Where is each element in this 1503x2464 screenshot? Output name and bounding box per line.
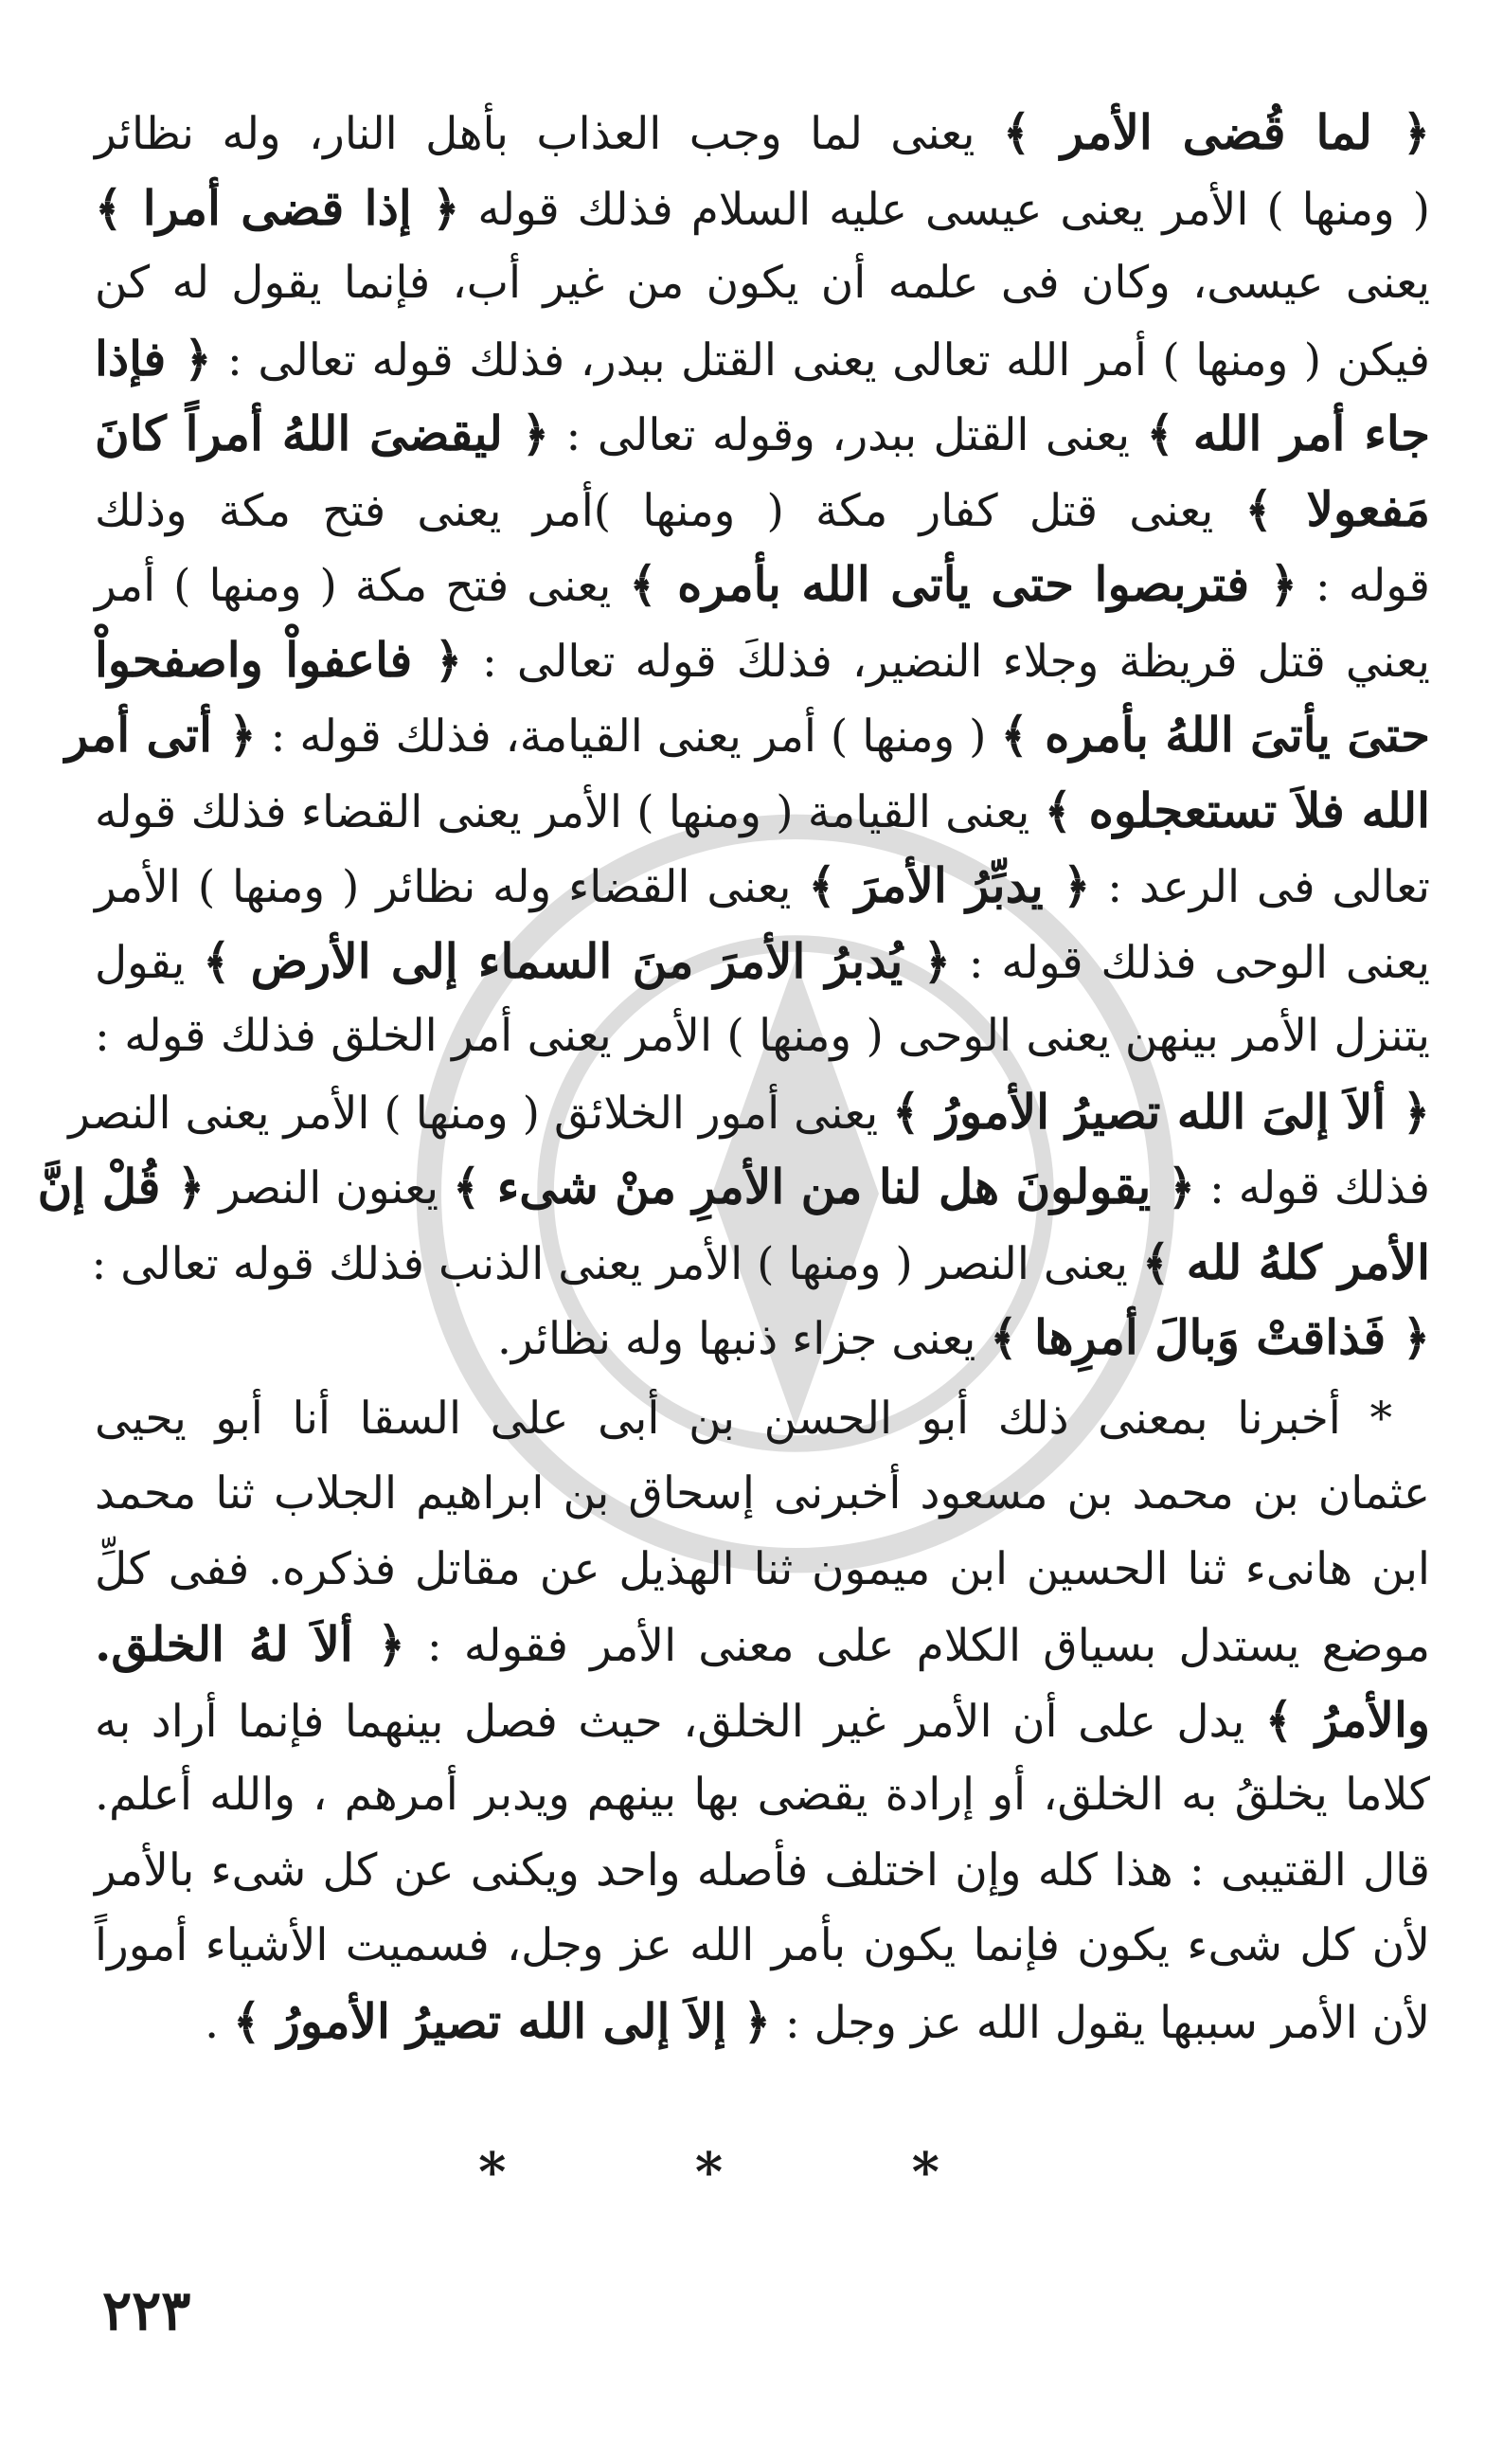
text-segment: يعنى أمور الخلائق ( ومنها ) الأمر يعنى النصر — [68, 1087, 893, 1140]
text-line — [95, 472, 1430, 548]
text-line — [95, 1833, 1430, 1909]
text-line — [95, 998, 1430, 1074]
text-line — [95, 1607, 1430, 1682]
text-segment: يعنى جزاء ذنبها وله نظائر. — [496, 1313, 991, 1365]
text-segment: يعنى قتل كفار مكة ( ومنها )أمر يعنى فتح مكة وذلك — [95, 484, 1245, 537]
quran-verse: ﴿ قُلْ إنَّ — [37, 1159, 206, 1214]
text-segment: يعنى القيامة ( ومنها ) الأمر يعنى القضاء فذلك قوله — [95, 785, 1045, 838]
text-segment: قال القتيبى : هذا كله وإن اختلف فأصله واحد ويكنى عن كل شىء بالأمر — [95, 1844, 1430, 1897]
text-line — [95, 1757, 1430, 1833]
text-line — [95, 1984, 1430, 2059]
text-segment: ( ومنها ) أمر يعنى القيامة، فذلك قوله : — [256, 710, 1001, 763]
text-segment: * أخبرنا بمعنى ذلك أبو الحسن بن أبى على السقا أنا أبو يحيى — [95, 1392, 1392, 1445]
quran-verse: الأمر كلهُ لله ﴾ — [1141, 1233, 1430, 1290]
text-line — [95, 547, 1430, 622]
text-segment: قوله : — [1297, 560, 1431, 612]
section-separator: * * * — [478, 2141, 1025, 2203]
quran-verse: جاء أمر الله ﴾ — [1146, 405, 1430, 461]
text-segment: يعنون النصر — [205, 1162, 453, 1214]
text-segment: موضع يستدل بسياق الكلام على معنى الأمر فقوله : — [404, 1620, 1431, 1672]
text-segment: يعنى الوحى فذلك قوله : — [950, 936, 1430, 989]
text-line — [95, 924, 1430, 999]
text-segment: لأن الأمر سببها يقول الله عز وجل : — [770, 1996, 1430, 2049]
text-segment: يدل على أن الأمر غير الخلق، حيث فصل بينهما فإنما أراد به — [95, 1695, 1265, 1748]
quran-verse: ﴿ إلاَ إلى الله تصيرُ الأمورُ ﴾ — [233, 1992, 771, 2049]
text-line — [91, 1225, 1430, 1301]
quran-verse: ﴿ يُدبرُ الأمرَ منَ السماء إلى الأرض ﴾ — [203, 932, 951, 989]
text-line — [95, 245, 1430, 321]
text-segment: يعنى لما وجب العذاب بأهل النار، وله نظائر — [95, 108, 1003, 160]
text-segment: يعني قتل قريظة وجلاء النضير، فذلكَ قوله تعالى : — [462, 635, 1430, 688]
text-line — [95, 396, 1430, 472]
quran-verse: ﴿ ألاَ لهُ الخلق. — [95, 1616, 405, 1672]
quran-verse: ﴿ يدبِّرُ الأمرَ ﴾ — [808, 857, 1091, 913]
text-segment: لأن كل شىء يكون فإنما يكون بأمر الله عز وجل، فسميت الأشياء أموراً — [95, 1919, 1430, 1971]
page-number: ٢٢٣ — [102, 2278, 191, 2343]
text-segment: تعالى فى الرعد : — [1090, 861, 1430, 913]
quran-verse: ﴿ إذا قضى أمرا ﴾ — [95, 179, 460, 236]
quran-verse: ﴿ فإذا — [95, 330, 212, 387]
text-segment: يعنى القضاء وله نظائر ( ومنها ) الأمر — [95, 861, 809, 913]
text-segment: يعنى القتل ببدر، وقوله تعالى : — [549, 409, 1147, 461]
text-segment: يعنى النصر ( ومنها ) الأمر يعنى الذنب فذلك قوله تعالى : — [91, 1237, 1142, 1290]
text-segment: يتنزل الأمر بينهن يعنى الوحى ( ومنها ) الأمر يعنى أمر الخلق فذلك قوله : — [95, 1010, 1430, 1062]
text-line — [95, 1532, 1430, 1608]
text-segment: يعنى عيسى، وكان فى علمه أن يكون من غير أب، فإنما يقول له كن — [95, 257, 1430, 309]
quran-verse: ﴿ يقولونَ هل لنا من الأمرِ منْ شىء ﴾ — [452, 1159, 1195, 1214]
text-segment: يقول — [95, 936, 204, 989]
text-line — [95, 622, 1430, 698]
text-line — [95, 321, 1430, 397]
text-line — [37, 1149, 1430, 1225]
quran-verse: ﴿ لما قُضى الأمر ﴾ — [1002, 104, 1431, 160]
text-segment: ( ومنها ) الأمر يعنى عيسى عليه السلام فذلك قوله — [459, 183, 1430, 236]
text-line — [95, 1682, 1430, 1758]
text-segment: . — [205, 1996, 234, 2049]
text-line — [95, 171, 1430, 246]
text-line — [95, 773, 1430, 849]
quran-verse: ﴿ فاعفواْ واصفحواْ — [95, 631, 463, 688]
quran-verse: مَفعولا ﴾ — [1244, 480, 1431, 537]
text-line — [68, 1074, 1430, 1150]
text-line — [95, 1456, 1430, 1532]
quran-verse: ﴿ فَذاقتْ وَبالَ أمرِها ﴾ — [990, 1309, 1430, 1365]
text-segment: ابن هانىء ثنا الحسين ابن ميمون ثنا الهذيل عن مقاتل فذكره. ففى كلِّ — [95, 1542, 1430, 1595]
text-segment: عثمان بن محمد بن مسعود أخبرنى إسحاق بن ابراهيم الجلاب ثنا محمد — [95, 1467, 1430, 1520]
text-line — [95, 1908, 1430, 1984]
quran-verse: ﴿ أتى أمر — [64, 707, 257, 763]
quran-verse: ﴿ فتربصوا حتى يأتى الله بأمره ﴾ — [629, 556, 1297, 612]
text-line — [95, 1381, 1430, 1457]
text-segment: فيكن ( ومنها ) أمر الله تعالى يعنى القتل ببدر، فذلك قوله تعالى : — [211, 333, 1430, 387]
quran-verse: والأمرُ ﴾ — [1264, 1691, 1430, 1748]
quran-verse: ﴿ ألاَ إلىَ الله تصيرُ الأمورُ ﴾ — [892, 1083, 1430, 1140]
body-text — [37, 95, 1431, 2059]
text-segment: يعنى فتح مكة ( ومنها ) أمر — [95, 560, 630, 612]
text-segment: كلاما يخلقُ به الخلق، أو إرادة يقضى بها بينهم ويدبر أمرهم ، والله أعلم. — [95, 1769, 1430, 1821]
text-line — [95, 1300, 1430, 1376]
text-line — [64, 697, 1430, 773]
quran-verse: الله فلاَ تستعجلوه ﴾ — [1044, 782, 1430, 838]
quran-verse: ﴿ ليقضىَ اللهُ أمراً كانَ — [95, 405, 550, 461]
quran-verse: حتىَ يأتىَ اللهُ بأمره ﴾ — [1000, 707, 1430, 763]
text-line — [95, 95, 1430, 171]
text-segment: فذلك قوله : — [1195, 1162, 1430, 1214]
text-line — [95, 848, 1430, 924]
